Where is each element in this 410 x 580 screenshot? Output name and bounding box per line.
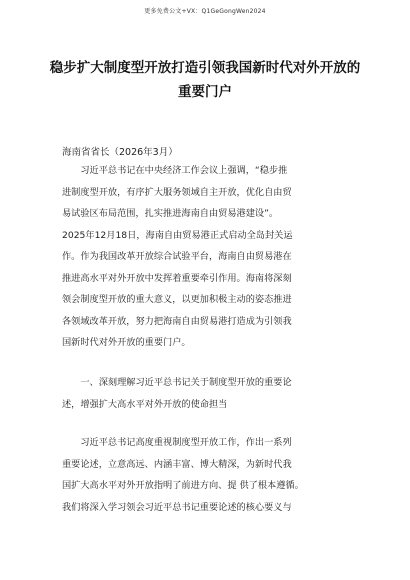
text-line: 国扩大高水平对外开放指明了前进方向、提 供了根本遵循。	[62, 480, 304, 491]
text-line: 重要论述，立意高远、内涵丰富、博大精深，为新时代我	[62, 458, 292, 470]
text-line: 我们将深入学习领会习近平总书记重要论述的核心要义与	[62, 501, 292, 513]
section-heading	[62, 372, 352, 415]
document-title	[40, 56, 370, 104]
header-note: 更多免费公文+VX：Q1GeGongWen2024	[144, 8, 266, 15]
text-line: 习近平总书记在中央经济工作会议上强调，“稳步推	[62, 165, 288, 176]
text-line: 一、深刻理解习近平总书记关于制度型开放的重要论	[62, 377, 292, 388]
text-line: 习近平总书记高度重视制度型开放工作，作出一系列	[62, 437, 292, 448]
text-line: 作。作为我国改革开放综合试验平台，海南自由贸易港在	[62, 251, 292, 262]
text-line: 领会制度型开放的重大意义，以更加积极主动的姿态推进	[62, 294, 292, 305]
paragraph-intro	[62, 160, 352, 354]
text-line: 2025年12月18日，海南自由贸易港正式启动全岛封关运	[62, 229, 293, 241]
author-line: 海南省省长（2026年3月）	[62, 147, 178, 158]
text-line: 各领域改革开放，努力把海南自由贸易港打造成为引领我	[62, 315, 292, 327]
text-line: 易试验区布局范围，扎实推进海南自由贸易港建设”。	[62, 208, 279, 219]
text-line: 进制度型开放，有序扩大服务领域自主开放，优化自由贸	[62, 186, 292, 198]
title-line: 重要门户	[178, 84, 232, 100]
text-line: 推进高水平对外开放中发挥着重要牵引作用。海南将深刻	[62, 272, 292, 284]
paragraph-body	[62, 432, 352, 518]
text-line: 述，增强扩大高水平对外开放的使命担当	[62, 398, 228, 410]
text-line: 国新时代对外开放的重要门户。	[62, 337, 191, 348]
title-line: 稳步扩大制度型开放打造引领我国新时代对外开放的	[49, 60, 361, 76]
